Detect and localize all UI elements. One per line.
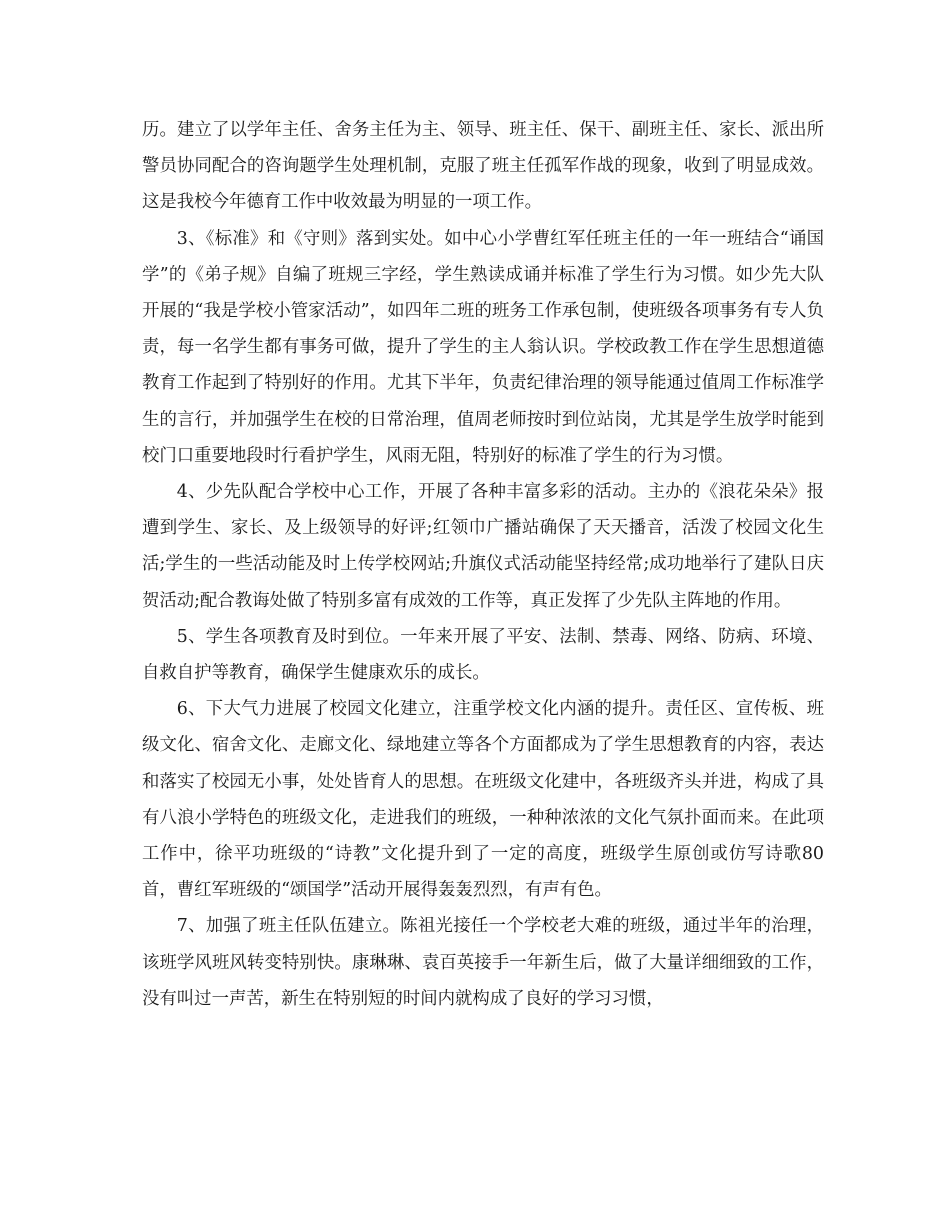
paragraph-item-3: 3、《标准》和《守则》落到实处。如中心小学曹红军任班主任的一年一班结合“诵国学”的《弟子规》自编了班规三字经，学生熟读成诵并标准了学生行为习惯。如少先大队开展的“我是学校小管家活动”，如四年二班的班务工作承包制，使班级各项事务有专人负责，每一名学生都有事务可做，提升了学生的主人翁认识。学校政教工作在学生思想道德教育工作起到了特别好的作用。尤其下半年，负责纪律治理的领导能通过值周工作标准学生的言行，并加强学生在校的日常治理，值周老师按时到位站岗，尤其是学生放学时能到校门口重要地段时行看护学生，风雨无阻，特别好的标准了学生的行为习惯。 [142, 228, 824, 466]
paragraph-item-7: 7、加强了班主任队伍建立。陈祖光接任一个学校老大难的班级，通过半年的治理，该班学风班风转变特别快。康琳琳、袁百英接手一年新生后，做了大量详细细致的工作，没有叫过一声苦，新生在特别短的时间内就构成了良好的学习习惯， [142, 916, 824, 1009]
paragraph-item-4: 4、少先队配合学校中心工作，开展了各种丰富多彩的活动。主办的《浪花朵朵》报遭到学生、家长、及上级领导的好评;红领巾广播站确保了天天播音，活泼了校园文化生活;学生的一些活动能及时上传学校网站;升旗仪式活动能坚持经常;成功地举行了建队日庆贺活动;配合教诲处做了特别多富有成效的工作等，真正发挥了少先队主阵地的作用。 [142, 482, 824, 611]
paragraph-continuation: 历。建立了以学年主任、舍务主任为主、领导、班主任、保干、副班主任、家长、派出所警员协同配合的咨询题学生处理机制，克服了班主任孤军作战的现象，收到了明显成效。这是我校今年德育工作中收效最为明显的一项工作。 [142, 120, 824, 213]
paragraph-item-5: 5、学生各项教育及时到位。一年来开展了平安、法制、禁毒、网络、防病、环境、自救自护等教育，确保学生健康欢乐的成长。 [142, 626, 824, 684]
document-body [142, 112, 824, 1017]
paragraph-item-6: 6、下大气力进展了校园文化建立，注重学校文化内涵的提升。责任区、宣传板、班级文化、宿舍文化、走廊文化、绿地建立等各个方面都成为了学生思想教育的内容，表达和落实了校园无小事，处处皆育人的思想。在班级文化建中，各班级齐头并进，构成了具有八浪小学特色的班级文化，走进我们的班级，一种种浓浓的文化气氛扑面而来。在此项工作中，徐平功班级的“诗教”文化提升到了一定的高度，班级学生原创或仿写诗歌80首，曹红军班级的“颂国学”活动开展得轰轰烈烈，有声有色。 [142, 699, 824, 901]
